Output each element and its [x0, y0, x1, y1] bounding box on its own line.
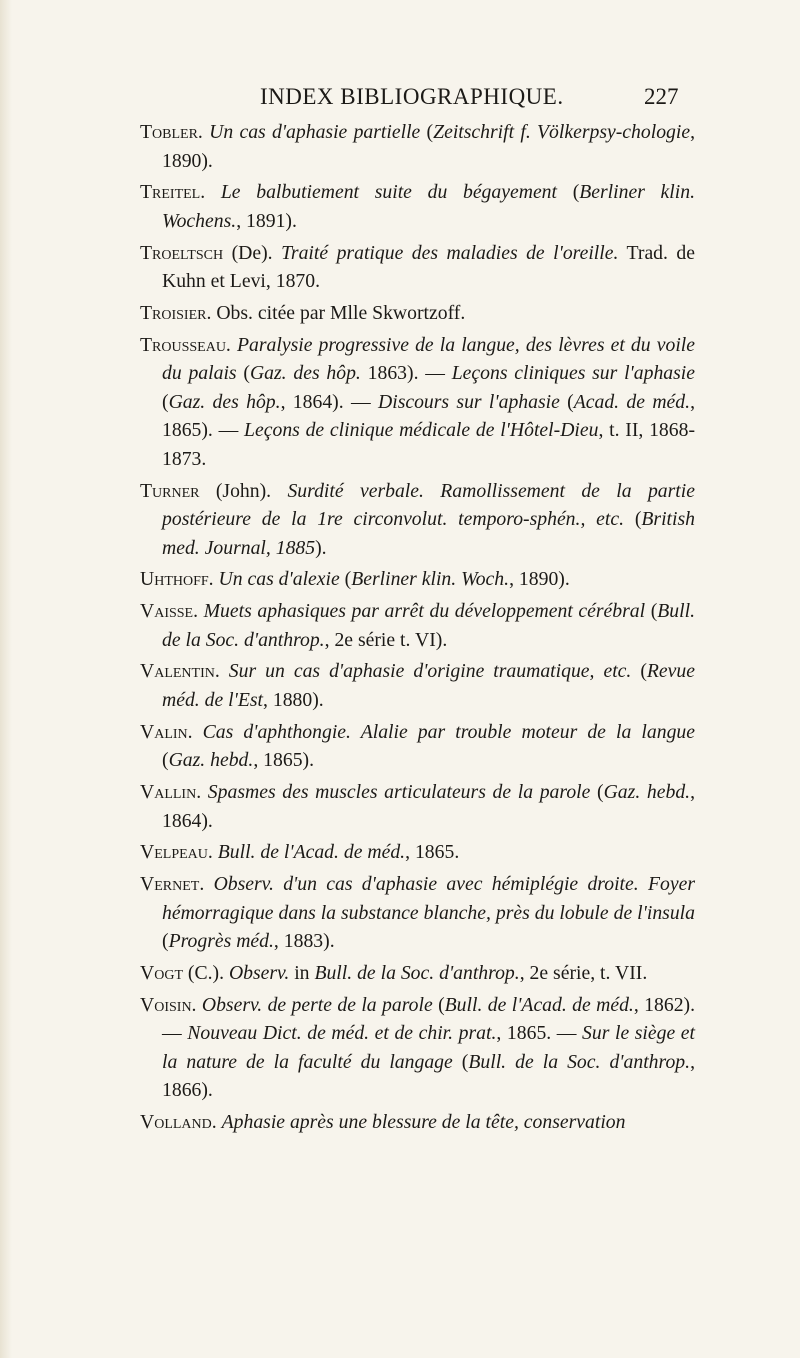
entry-author: Tobler.	[140, 121, 203, 143]
entry-text: , 1865.	[405, 841, 460, 864]
entry-title-text: Nouveau Dict. de méd. et de chir. prat.	[187, 1022, 497, 1045]
entry-title-text: Bull. de l'Acad. de méd.	[217, 841, 406, 864]
entry-title-text: Le balbutiement suite du bégayement	[220, 181, 557, 204]
entry-title-text: Surdité verbale. Ramollissement de la partie postérieure de la 1re circonvolut. temporo-sphén., etc.	[162, 479, 695, 531]
entry-author: Vogt	[140, 961, 183, 984]
entry-text: (	[236, 362, 250, 385]
entry-text: (C.).	[183, 961, 229, 984]
entry-text	[201, 781, 208, 803]
entry-text: (	[631, 660, 647, 683]
entry-author: Voisin.	[140, 993, 197, 1016]
entry-title-text: Sur un cas d'aphasie d'origine traumatique, etc.	[228, 660, 632, 683]
bibliography-entry	[140, 118, 695, 175]
entry-text	[193, 721, 203, 743]
entry-text: , 1864).	[162, 781, 696, 832]
entry-title-text: Discours sur l'aphasie	[378, 390, 560, 413]
entry-author: Vernet.	[140, 872, 205, 895]
entry-title-text: Un cas d'aphasie partielle	[209, 121, 421, 143]
entry-title-text: Muets aphasiques par arrêt du développement cérébral	[203, 600, 646, 623]
entry-text: in	[289, 961, 315, 984]
entry-text	[220, 660, 229, 682]
entry-title-text: Revue méd. de l'Est	[162, 660, 695, 712]
entry-author: Volland.	[140, 1111, 217, 1133]
entry-title-text: Cas d'aphthongie. Alalie par trouble moteur de la langue	[202, 720, 695, 743]
entry-text: (	[339, 568, 352, 591]
entry-text: (	[420, 121, 434, 143]
entry-author: Vallin.	[140, 781, 202, 803]
entry-text: (	[162, 930, 169, 953]
entry-title-text: Gaz. des hôp.	[168, 390, 281, 413]
entry-text: ).	[315, 536, 327, 559]
entry-title-text: Aphasie après une blessure de la tête, conservation	[221, 1111, 626, 1133]
entry-text: (	[590, 781, 604, 803]
entry-text: (	[645, 600, 658, 623]
entry-text: , 1865).	[253, 749, 315, 772]
bibliography-entry	[140, 838, 695, 867]
entry-text: , 1865). —	[162, 390, 695, 442]
entry-author: Turner	[140, 479, 200, 502]
entry-text: , 1866).	[162, 1050, 695, 1102]
entry-author: Uhthoff.	[140, 568, 214, 591]
entry-author: Valentin.	[140, 660, 220, 683]
entry-author: Trousseau.	[140, 333, 231, 356]
entry-text: (John).	[199, 479, 288, 502]
entry-title-text: British med. Journal, 1885	[162, 508, 695, 559]
entry-title-text: Acad. de méd.	[573, 390, 691, 413]
entry-author: Valin.	[140, 720, 193, 743]
entry-text: , 1890).	[509, 568, 570, 591]
entry-title-text: Leçons de clinique médicale de l'Hôtel-Dieu	[244, 419, 599, 442]
bibliography-entry	[140, 778, 695, 835]
entry-text: (	[557, 181, 580, 204]
bibliography-entry	[140, 299, 695, 328]
entry-text	[204, 873, 213, 895]
entry-title-text: Zeitschrift f. Völkerpsy-chologie	[433, 121, 691, 143]
running-head	[0, 84, 800, 114]
entry-text: (	[432, 993, 445, 1016]
entry-text: 1863). —	[360, 362, 452, 385]
entry-text: , 1880).	[263, 689, 324, 712]
entry-title-text: Spasmes des muscles articulateurs de la parole	[207, 781, 591, 803]
running-title: INDEX BIBLIOGRAPHIQUE.	[260, 84, 564, 109]
entry-title-text: Un cas d'alexie	[218, 568, 340, 591]
entry-text: , 1865. —	[496, 1022, 583, 1045]
entry-text: , 1864). —	[280, 390, 378, 413]
entry-text: Trad. de Kuhn et Levi, 1870.	[162, 241, 696, 293]
entry-author: Vaisse.	[140, 600, 199, 623]
entry-author: Treitel.	[140, 181, 206, 204]
entry-text: , 1862). —	[162, 993, 696, 1045]
entry-text: (	[452, 1050, 469, 1073]
entry-title-text: Berliner klin. Woch.	[351, 568, 510, 591]
entry-title-text: Bull. de la Soc. d'anthrop.	[468, 1050, 691, 1073]
entry-title-text: Sur le siège et la nature de la faculté du langage	[162, 1022, 695, 1073]
entry-title-text: Observ. de perte de la parole	[201, 993, 433, 1016]
entry-title-text: Bull. de la Soc. d'anthrop.	[162, 600, 696, 651]
entry-title-text: Gaz. des hôp.	[249, 362, 361, 385]
entry-title-text: Progrès méd.	[168, 930, 274, 953]
entry-text: , 1883).	[273, 930, 335, 953]
entry-title-text: Bull. de la Soc. d'anthrop.	[314, 961, 520, 984]
bibliography-entry	[140, 239, 695, 296]
entry-text: (	[162, 390, 169, 413]
entry-title-text: Observ.	[228, 961, 290, 984]
entry-title-text: Paralysie progressive de la langue, des lèvres et du voile du palais	[162, 333, 695, 385]
entry-title-text: Gaz. hebd.	[168, 749, 254, 772]
entry-text: , 2e série t. VI).	[324, 628, 448, 651]
bibliography-list	[140, 118, 695, 1140]
entry-text	[205, 181, 221, 203]
bibliography-entry	[140, 991, 695, 1105]
entry-text: (	[624, 508, 642, 531]
bibliography-entry	[140, 657, 695, 714]
entry-author: Troeltsch	[140, 241, 224, 264]
bibliography-entry	[140, 331, 695, 474]
entry-text: , 1891).	[236, 209, 297, 232]
entry-text: , t. II, 1868-1873.	[162, 419, 695, 470]
entry-text: , 1890).	[162, 121, 696, 172]
entry-text: (	[559, 390, 574, 413]
entry-author: Velpeau.	[140, 841, 213, 864]
bibliography-entry	[140, 959, 695, 988]
entry-author: Troisier.	[140, 301, 212, 324]
bibliography-entry	[140, 565, 695, 594]
entry-text: (	[162, 749, 169, 772]
entry-text: (De).	[223, 241, 282, 264]
bibliography-entry	[140, 477, 695, 563]
entry-title-text: Leçons cliniques sur l'aphasie	[451, 362, 696, 385]
bibliography-entry	[140, 1108, 695, 1137]
bibliography-entry	[140, 870, 695, 956]
entry-title-text: Traité pratique des maladies de l'oreille.	[281, 241, 619, 264]
bibliography-entry	[140, 178, 695, 235]
entry-text: , 2e série, t. VII.	[519, 961, 648, 984]
bibliography-entry	[140, 718, 695, 775]
entry-text: Obs. citée par Mlle Skwortzoff.	[211, 301, 466, 324]
page-number: 227	[644, 84, 679, 109]
entry-title-text: Berliner klin. Wochens.	[162, 181, 695, 232]
entry-title-text: Observ. d'un cas d'aphasie avec hémiplégie droite. Foyer hémorragique dans la substance blanche, près du lobule de l'insula	[162, 872, 695, 924]
bibliography-entry	[140, 597, 695, 654]
entry-title-text: Bull. de l'Acad. de méd.	[444, 993, 634, 1016]
entry-title-text: Gaz. hebd.	[603, 781, 691, 803]
